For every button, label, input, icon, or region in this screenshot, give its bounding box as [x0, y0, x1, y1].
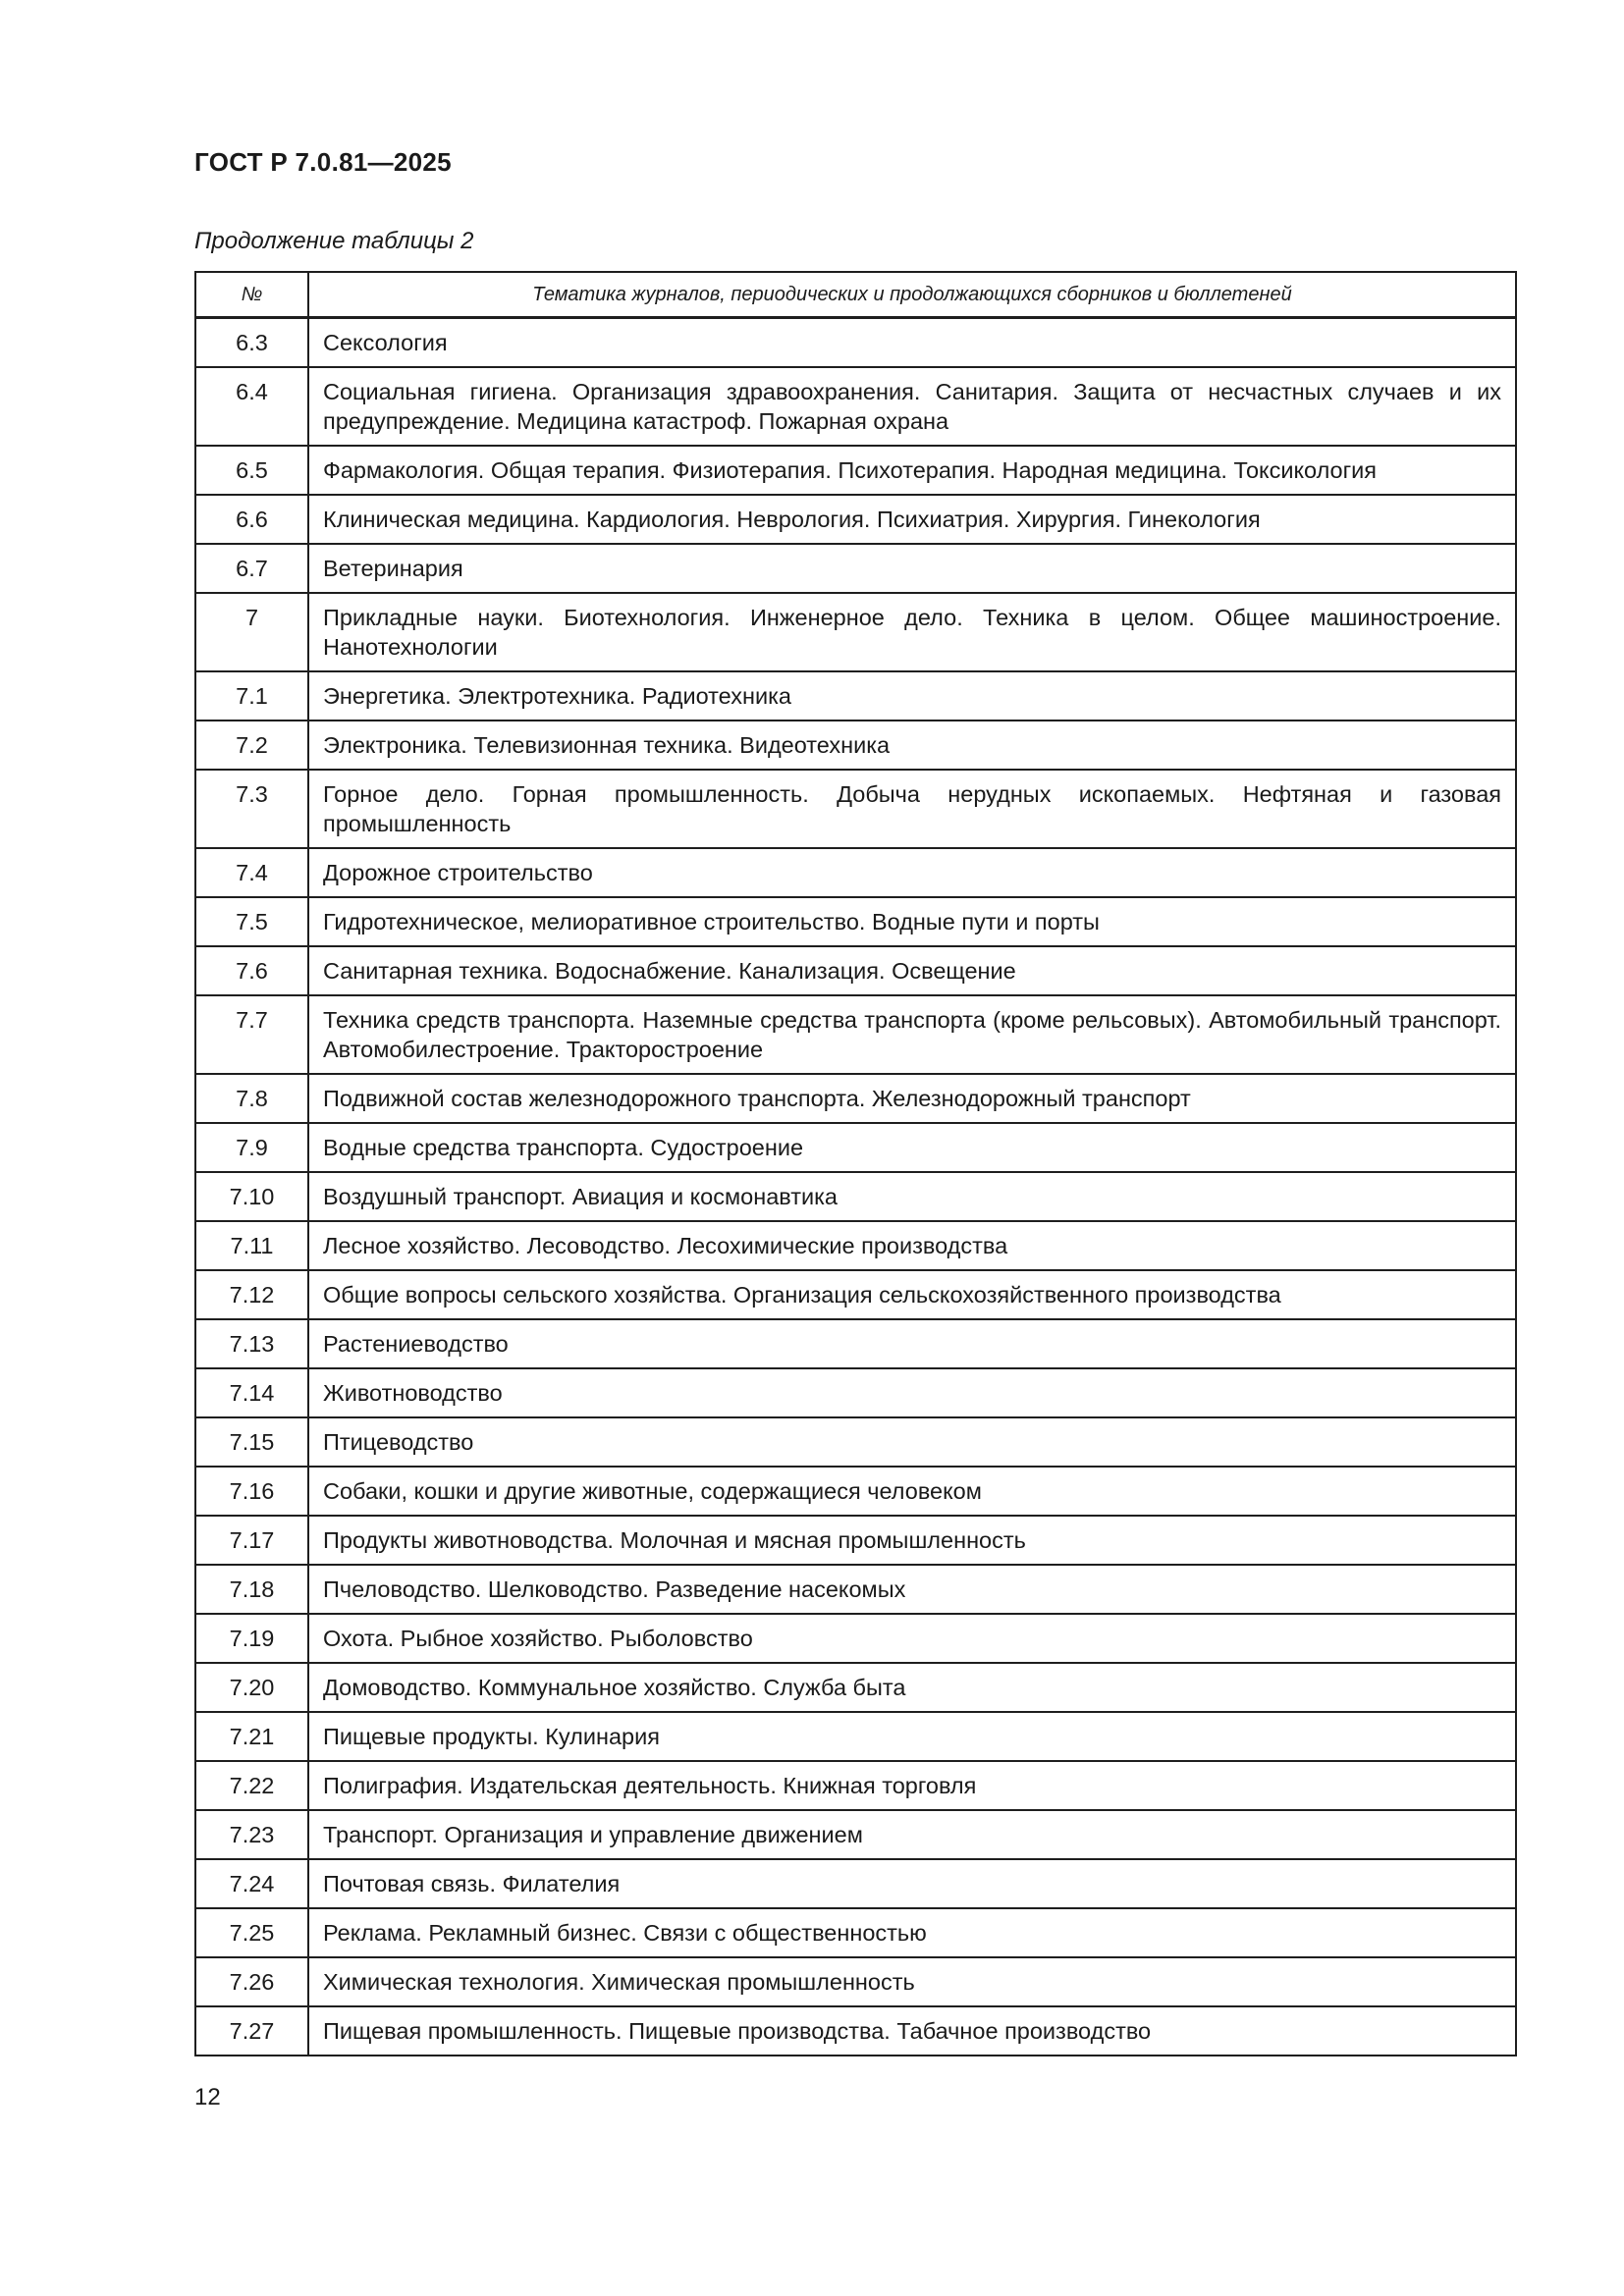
table-row — [195, 1565, 1516, 1614]
row-topic-cell: Техника средств транспорта. Наземные средства транспорта (кроме рельсовых). Автомобильный транспорт. Автомобилестроение. Тракторостроение — [308, 995, 1516, 1074]
table-row — [195, 544, 1516, 593]
table-row — [195, 367, 1516, 446]
row-number-cell: 7.17 — [195, 1516, 308, 1565]
row-number-cell: 7.3 — [195, 770, 308, 848]
table-row — [195, 318, 1516, 368]
row-number-cell: 7.7 — [195, 995, 308, 1074]
row-topic-cell: Продукты животноводства. Молочная и мясная промышленность — [308, 1516, 1516, 1565]
row-number-cell: 7.22 — [195, 1761, 308, 1810]
table-row — [195, 671, 1516, 721]
row-number-cell: 7.1 — [195, 671, 308, 721]
table-row — [195, 1957, 1516, 2006]
table-row — [195, 897, 1516, 946]
row-number-cell: 7.9 — [195, 1123, 308, 1172]
table-row — [195, 1319, 1516, 1368]
table-row — [195, 1417, 1516, 1467]
table-row — [195, 1712, 1516, 1761]
table-row — [195, 446, 1516, 495]
row-topic-cell: Реклама. Рекламный бизнес. Связи с общественностью — [308, 1908, 1516, 1957]
row-number-cell: 7.23 — [195, 1810, 308, 1859]
table-row — [195, 495, 1516, 544]
row-topic-cell: Почтовая связь. Филателия — [308, 1859, 1516, 1908]
row-number-cell: 7.11 — [195, 1221, 308, 1270]
table-row — [195, 770, 1516, 848]
table-row — [195, 1761, 1516, 1810]
row-topic-cell: Энергетика. Электротехника. Радиотехника — [308, 671, 1516, 721]
row-number-cell: 7.19 — [195, 1614, 308, 1663]
column-header-topic: Тематика журналов, периодических и продолжающихся сборников и бюллетеней — [308, 272, 1516, 318]
row-topic-cell: Подвижной состав железнодорожного транспорта. Железнодорожный транспорт — [308, 1074, 1516, 1123]
row-topic-cell: Собаки, кошки и другие животные, содержащиеся человеком — [308, 1467, 1516, 1516]
row-topic-cell: Транспорт. Организация и управление движением — [308, 1810, 1516, 1859]
row-topic-cell: Фармакология. Общая терапия. Физиотерапия. Психотерапия. Народная медицина. Токсикология — [308, 446, 1516, 495]
row-number-cell: 7.12 — [195, 1270, 308, 1319]
table-row — [195, 593, 1516, 671]
page-number: 12 — [194, 2084, 221, 2110]
row-number-cell: 7.6 — [195, 946, 308, 995]
row-number-cell: 7.24 — [195, 1859, 308, 1908]
row-number-cell: 6.6 — [195, 495, 308, 544]
row-topic-cell: Пищевая промышленность. Пищевые производства. Табачное производство — [308, 2006, 1516, 2056]
table-row — [195, 1810, 1516, 1859]
row-topic-cell: Пищевые продукты. Кулинария — [308, 1712, 1516, 1761]
table-row — [195, 1467, 1516, 1516]
table-row — [195, 848, 1516, 897]
row-number-cell: 7.18 — [195, 1565, 308, 1614]
row-number-cell: 7.8 — [195, 1074, 308, 1123]
row-number-cell: 6.3 — [195, 318, 308, 368]
table-head — [195, 272, 1516, 318]
table-row — [195, 1663, 1516, 1712]
row-number-cell: 7.26 — [195, 1957, 308, 2006]
row-number-cell: 6.5 — [195, 446, 308, 495]
row-number-cell: 7.15 — [195, 1417, 308, 1467]
row-topic-cell: Домоводство. Коммунальное хозяйство. Служба быта — [308, 1663, 1516, 1712]
row-topic-cell: Воздушный транспорт. Авиация и космонавтика — [308, 1172, 1516, 1221]
table-row — [195, 1172, 1516, 1221]
row-topic-cell: Животноводство — [308, 1368, 1516, 1417]
row-topic-cell: Ветеринария — [308, 544, 1516, 593]
row-topic-cell: Химическая технология. Химическая промышленность — [308, 1957, 1516, 2006]
row-number-cell: 6.4 — [195, 367, 308, 446]
table-row — [195, 1614, 1516, 1663]
table-row — [195, 2006, 1516, 2056]
column-header-number: № — [195, 272, 308, 318]
row-topic-cell: Водные средства транспорта. Судостроение — [308, 1123, 1516, 1172]
table-caption: Продолжение таблицы 2 — [194, 228, 474, 254]
row-topic-cell: Клиническая медицина. Кардиология. Неврология. Психиатрия. Хирургия. Гинекология — [308, 495, 1516, 544]
row-topic-cell: Лесное хозяйство. Лесоводство. Лесохимические производства — [308, 1221, 1516, 1270]
row-number-cell: 7.21 — [195, 1712, 308, 1761]
row-topic-cell: Птицеводство — [308, 1417, 1516, 1467]
row-topic-cell: Гидротехническое, мелиоративное строительство. Водные пути и порты — [308, 897, 1516, 946]
row-topic-cell: Прикладные науки. Биотехнология. Инженерное дело. Техника в целом. Общее машиностроение. Нанотехнологии — [308, 593, 1516, 671]
row-number-cell: 7.25 — [195, 1908, 308, 1957]
row-number-cell: 7.27 — [195, 2006, 308, 2056]
row-topic-cell: Дорожное строительство — [308, 848, 1516, 897]
table-header-row — [195, 272, 1516, 318]
row-topic-cell: Охота. Рыбное хозяйство. Рыболовство — [308, 1614, 1516, 1663]
table-row — [195, 1270, 1516, 1319]
row-topic-cell: Растениеводство — [308, 1319, 1516, 1368]
row-number-cell: 7 — [195, 593, 308, 671]
row-number-cell: 7.20 — [195, 1663, 308, 1712]
table-row — [195, 1221, 1516, 1270]
row-topic-cell: Общие вопросы сельского хозяйства. Организация сельскохозяйственного производства — [308, 1270, 1516, 1319]
row-topic-cell: Полиграфия. Издательская деятельность. Книжная торговля — [308, 1761, 1516, 1810]
row-topic-cell: Пчеловодство. Шелководство. Разведение насекомых — [308, 1565, 1516, 1614]
table-body — [195, 318, 1516, 2056]
table-row — [195, 1516, 1516, 1565]
table-row — [195, 1074, 1516, 1123]
topics-table-container — [194, 271, 1515, 2056]
row-topic-cell: Горное дело. Горная промышленность. Добыча нерудных ископаемых. Нефтяная и газовая промышленность — [308, 770, 1516, 848]
table-row — [195, 721, 1516, 770]
table-row — [195, 995, 1516, 1074]
row-number-cell: 7.4 — [195, 848, 308, 897]
row-number-cell: 7.16 — [195, 1467, 308, 1516]
row-topic-cell: Электроника. Телевизионная техника. Видеотехника — [308, 721, 1516, 770]
row-number-cell: 7.13 — [195, 1319, 308, 1368]
row-number-cell: 6.7 — [195, 544, 308, 593]
row-number-cell: 7.5 — [195, 897, 308, 946]
table-row — [195, 946, 1516, 995]
row-topic-cell: Сексология — [308, 318, 1516, 368]
table-row — [195, 1859, 1516, 1908]
row-number-cell: 7.10 — [195, 1172, 308, 1221]
row-topic-cell: Санитарная техника. Водоснабжение. Канализация. Освещение — [308, 946, 1516, 995]
row-topic-cell: Социальная гигиена. Организация здравоохранения. Санитария. Защита от несчастных случаев и их предупреждение. Медицина катастроф. Пожарная охрана — [308, 367, 1516, 446]
topics-table — [194, 271, 1517, 2056]
table-row — [195, 1908, 1516, 1957]
table-row — [195, 1368, 1516, 1417]
table-row — [195, 1123, 1516, 1172]
document-header: ГОСТ Р 7.0.81—2025 — [194, 147, 452, 177]
row-number-cell: 7.2 — [195, 721, 308, 770]
row-number-cell: 7.14 — [195, 1368, 308, 1417]
